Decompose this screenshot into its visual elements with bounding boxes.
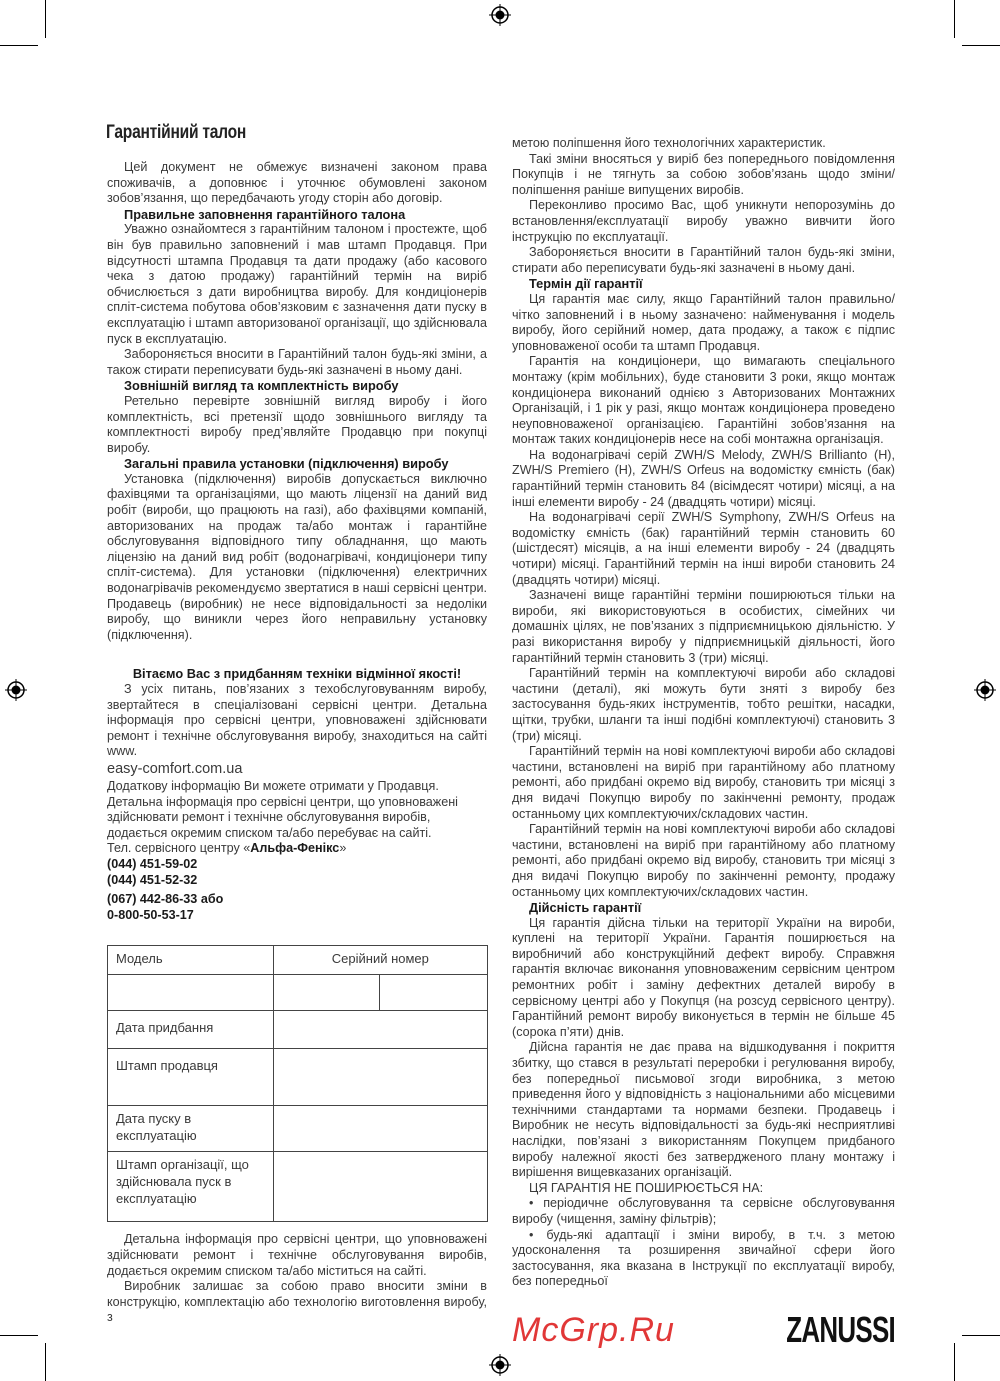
serial-field-1[interactable] [273,975,380,1011]
crop-mark [0,1335,38,1336]
crop-mark [45,1343,46,1381]
phone-number: (044) 451-59-02 [107,856,198,871]
crop-mark [962,45,1000,46]
paragraph: Забороняється вносити в Гарантійний талон будь-які зміни, а також стирати переписувати будь-які зазначені в ньому дані. [107,347,487,377]
paragraph: Гарантійний термін на нові комплектуючі вироби або складові частини, встановлені на виріб при гарантійному або платному ремонті, або придбані окремо від виробу, становить три місяці з дня видачі Покупцю виробу по закінченні ремонту, продажу останньому цих комплектуючих/складових частин. [512,822,895,899]
paragraph: На водонагрівачі серій ZWH/S Melody, ZWH/S Brillianto (H), ZWH/S Premiero (H), ZWH/S Orfeus на водомістку ємність (бак) гарантійний термін становить 84 (вісімдесят чотири) місяці, а на інші елементи виробу - 24 (двадцять чотири) місяці. [512,447,895,509]
exclusions-heading: ЦЯ ГАРАНТІЯ НЕ ПОШИРЮЄТЬСЯ НА: [529,1180,764,1195]
phone-number: (044) 451-52-32 [107,872,198,887]
paragraph: Забороняється вносити в Гарантійний талон будь-які зміни, стирати або переписувати будь-які зазначені в ньому дані. [512,245,895,275]
org-stamp-label: Штамп організації, що здійснювала пуск в експлуатацію [108,1152,274,1222]
paragraph: Гарантійний термін на нові комплектуючі вироби або складові частини, встановлені на виріб при гарантійному або платному ремонті, або придбані окремо від виробу, становить три місяці з дня видачі Покупцю виробу по закінченні ремонту, продаж останньому цих комплектуючих/складових частин. [512,744,895,821]
paragraph: Додаткову інформацію Ви можете отримати у Продавця. [107,778,439,793]
crop-mark [962,1335,1000,1336]
welcome-heading: Вітаємо Вас з придбанням техніки відмінної якості! [132,666,462,682]
paragraph: Ця гарантія дійсна тільки на території України на вироби, куплені на території України. Гарантія поширюється на виробничий або конструкційний дефект виробу. Справжня гарантія включає виконання уповноваженим сервісним центром ремонтних робіт і заміну дефектних деталей виробу в сервісному центрі або у Покупця (на розсуд сервісного центру). Гарантійний ремонт виробу виконується в термін не більше 45 (сорока п’яти) днів. [512,915,895,1039]
model-label: Модель [108,946,274,975]
tel-close: » [339,841,347,856]
paragraph: На водонагрівачі серії ZWH/S Symphony, ZWH/S Orfeus на водомістку ємність (бак) гарантійний термін становить 60 (шістдесят) місяців, а на інші елементи виробу - 24 (двадцять чотири) місяці. Гарантійний термін на інші вироби становить 24 (двадцять чотири) місяці. [512,510,895,587]
section-heading: Дійсність гарантії [529,900,642,916]
paragraph: метою поліпшення його технологічних характеристик. [512,136,826,150]
section-heading: Зовнішній вигляд та комплектність виробу [124,378,399,394]
paragraph: Установка (підключення) виробів допускається виключно фахівцями та організаціями, що мають ліцензії на даний вид робіт (вироби, що працюють на газі), або фахівцями компаній, авторизованих на продаж та/або монтаж і гарантійне обслуговування відповідного типу обладнання, що мають ліцензію на даний вид робіт (водонагрівачі, кондиціонери типу спліт-система). Для установки (підключення) електричних водонагрівачів рекомендуємо звертатися в наші сервісні центри. Продавець (виробник) не несе відповідальності за недоліки виробу, що виникли через його неправильну установку (підключення). [107,471,487,642]
serial-field-2[interactable] [380,975,488,1011]
paragraph: Виробник залишає за собою право вносити зміни в конструкцію, комплектацію або технологію виготовлення виробу, з [107,1279,487,1325]
section-heading: Правильне заповнення гарантійного талона [124,206,406,222]
start-date-label: Дата пуску в експлуатацію [108,1106,274,1152]
paragraph: Ретельно перевірте зовнішній вигляд виробу і його комплектність, всі претензії щодо зовнішнього вигляду та комплектності виробу пред’являйте Продавцю при покупці виробу. [107,393,487,455]
org-stamp-field[interactable] [273,1152,487,1222]
watermark: McGrp.Ru [512,1310,675,1349]
paragraph: Переконливо просимо Вас, щоб уникнути непорозумінь до встановлення/експлуатації виробу уважно вивчити його інструкцію по експлуатації. [512,198,895,244]
left-column [107,160,487,1326]
registration-mark-icon [489,4,511,26]
paragraph: Уважно ознайомтеся з гарантійним талоном і простежте, щоб він був правильно заповнений і мав штамп Продавця. При відсутності штампа Продавця та дати продажу (або касового чека з датою продажу) гарантійний термін на виріб обчислюється з дати виробництва виробу. Для кондиціонерів спліт-система побутова обов’язковим є зазначення дати пуску в експлуатацію і штамп авторизованої організації, що здійснювала пуск в експлуатацію. [107,222,487,346]
crop-mark [0,45,38,46]
seller-stamp-label: Штамп продавця [108,1049,274,1106]
serial-label: Серійний номер [273,946,487,975]
model-field[interactable] [108,975,274,1011]
zanussi-logo: ZANUSSI [786,1308,895,1350]
seller-stamp-field[interactable] [273,1049,487,1106]
crop-mark [954,1343,955,1381]
paragraph: Зазначені вище гарантійні терміни поширюються тільки на вироби, які використовуються в особистих, сімейних чи домашніх цілях, не пов’язаних з підприємницькою діяльністю. У разі використання виробу у підприємницькій діяльності, його гарантійний термін становить 3 (три) місяці. [512,588,895,665]
service-company: Альфа-Фенікс [250,841,340,856]
warranty-card-table [107,945,488,1222]
section-heading: Термін дії гарантії [529,276,643,292]
purchase-date-field[interactable] [273,1011,487,1049]
page-title: Гарантійний талон [106,122,247,143]
below-table-text [107,1232,487,1326]
bullet-item: • періодичне обслуговування та сервісне обслуговування виробу (чищення, заміну фільтрів); [512,1196,895,1226]
paragraph: З усіх питань, пов’язаних з техобслуговуванням виробу, звертайтеся в спеціалізовані сервісні центри. Детальна інформація про сервісні центри, уповноважені здійснювати ремонт і технічне обслуговування виробу, знаходиться на сайті www. [107,682,487,759]
start-date-field[interactable] [273,1106,487,1152]
registration-mark-icon [489,1354,511,1376]
paragraph: Такі зміни вносяться у виріб без попереднього повідомлення Покупців і не тягнуть за собою зобов’язань щодо зміни/поліпшення раніше випущених виробів. [512,151,895,197]
phone-number: 0-800-50-53-17 [107,907,194,922]
registration-mark-icon [974,679,996,701]
paragraph: Гарантія на кондиціонери, що вимагають спеціального монтажу (крім мобільних), буде становити 3 роки, якщо монтаж кондиціонера виконаний однією з Авторизованих Монтажних Організацій, і 1 рік у разі, якщо монтаж кондиціонера проведено неуповноваженої організацією. Гарантійні зобов’язання на монтаж таких кондиціонерів несе на собі монтажна організація. [512,354,895,447]
section-heading: Загальні правила установки (підключення) виробу [124,456,449,472]
crop-mark [954,0,955,38]
service-center-line [107,841,487,857]
right-column [512,136,895,1352]
paragraph: Детальна інформація про сервісні центри, що уповноважені здійснювати ремонт і технічне обслуговування виробів, додається окремим списком та/або перебуває на сайті. [107,794,458,840]
paragraph: Гарантійний термін на комплектуючі вироби або складові частини (деталі), які можуть бути зняті з виробу без застосування будь-яких інструментів, тобто решітки, насадки, щітки, трубки, шланги та інші подібні комплектуючі) становить 3 (три) місяці. [512,666,895,743]
paragraph: Дійсна гарантія не дає права на відшкодування і покриття збитку, що стався в результаті переробки і регулювання виробу, без попередньої письмової згоди виробника, з метою приведення його у відповідність з національними або місцевими технічними стандартами та нормами безпеки. Продавець і Виробник не несуть відповідальності за будь-які несприятливі наслідки, пов’язані з використанням Покупцем придбаного виробу належної якості без затвердженого плану монтажу і вирішення вищевказаних організацій. [512,1040,895,1180]
bullet-item: • будь-які адаптації і зміни виробу, в т.ч. з метою удосконалення та розширення звичайної сфери його застосування, яка вказана в Інструкції по експлуатації виробу, без попередньої [512,1227,895,1289]
paragraph: Ця гарантія має силу, якщо Гарантійний талон правильно/чітко заповнений і в ньому зазначено: найменування і модель виробу, його серійний номер, дата продажу, а також є підпис уповноваженої особи та штамп Продавця. [512,291,895,353]
intro-paragraph: Цей документ не обмежує визначені законом права споживачів, а доповнює і уточнює обумовлені законом зобов’язання, що передбачають угоду сторін або договір. [107,160,487,206]
registration-mark-icon [5,679,27,701]
purchase-date-label: Дата придбання [108,1011,274,1049]
tel-label: Тел. сервісного центру « [107,841,251,856]
phone-number: (067) 442-86-33 або [107,892,224,907]
footer-row [512,1308,895,1352]
website-link[interactable]: easy-comfort.com.ua [107,760,243,777]
paragraph: Детальна інформація про сервісні центри, що уповноважені здійснювати ремонт і технічне обслуговування виробів, додається окремим списком та/або міститься на сайті. [107,1232,487,1278]
crop-mark [45,0,46,38]
